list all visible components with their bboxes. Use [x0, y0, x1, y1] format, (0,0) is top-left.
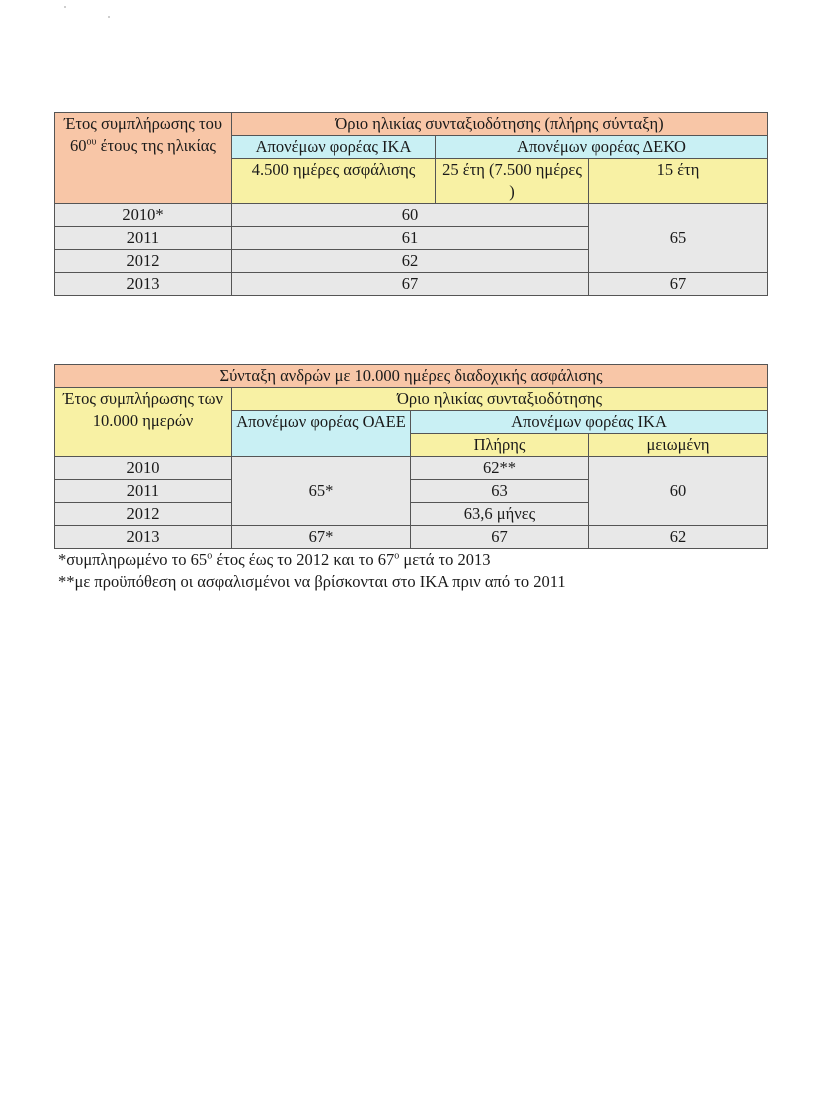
- deko-15-merged-cell: 65: [589, 204, 768, 273]
- year-cell: 2010: [55, 457, 232, 480]
- table-title: Σύνταξη ανδρών με 10.000 ημέρες διαδοχικής ασφάλισης: [55, 365, 768, 388]
- deko-25-years-header: 25 έτη (7.500 ημέρες ): [436, 159, 589, 204]
- retirement-age-table: [54, 112, 768, 296]
- table-row: [55, 273, 768, 296]
- deko-15-years-header: 15 έτη: [589, 159, 768, 204]
- ika-header: Απονέμων φορέας ΙΚΑ: [232, 136, 436, 159]
- deko-header: Απονέμων φορέας ΔΕΚΟ: [436, 136, 768, 159]
- oaee-merged-cell: 65*: [232, 457, 411, 526]
- full-pension-header: Πλήρης: [411, 434, 589, 457]
- table-row: [55, 204, 768, 227]
- footnotes: [58, 549, 798, 593]
- ika-days-header: 4.500 ημέρες ασφάλισης: [232, 159, 436, 204]
- year-cell: 2012: [55, 250, 232, 273]
- scan-speck: [64, 6, 66, 8]
- year-column-header: Έτος συμπλήρωσης του $60^{o\upsilon}$ έτους της ηλικίας: [55, 113, 232, 204]
- footnote-1: *συμπληρωμένο το $65^o$ έτος έως το 2012 και το $67^o$ μετά το 2013: [58, 550, 491, 569]
- retirement-limit-header: Όριο ηλικίας συνταξιοδότησης: [232, 388, 768, 411]
- reduced-merged-cell: 60: [589, 457, 768, 526]
- age-cell: 67: [232, 273, 589, 296]
- men-10000-days-table: [54, 364, 768, 549]
- full-pension-cell: 67: [411, 526, 589, 549]
- full-pension-cell: 62**: [411, 457, 589, 480]
- year-cell: 2013: [55, 526, 232, 549]
- year-cell: 2013: [55, 273, 232, 296]
- age-cell: 60: [232, 204, 589, 227]
- year-cell: 2011: [55, 227, 232, 250]
- year-column-header: Έτος συμπλήρωσης των 10.000 ημερών: [55, 388, 232, 457]
- reduced-pension-header: μειωμένη: [589, 434, 768, 457]
- age-cell: 62: [232, 250, 589, 273]
- year-cell: 2012: [55, 503, 232, 526]
- year-cell: 2010*: [55, 204, 232, 227]
- full-pension-cell: 63,6 μήνες: [411, 503, 589, 526]
- full-pension-cell: 63: [411, 480, 589, 503]
- deko-15-cell: 67: [589, 273, 768, 296]
- oaee-header: Απονέμων φορέας ΟΑΕΕ: [232, 411, 411, 457]
- table-row: [55, 526, 768, 549]
- scan-speck: [108, 16, 110, 18]
- footnote-2: **με προϋπόθεση οι ασφαλισμένοι να βρίσκονται στο ΙΚΑ πριν από το 2011: [58, 572, 566, 591]
- table-row: [55, 457, 768, 480]
- year-cell: 2011: [55, 480, 232, 503]
- retirement-limit-header: Όριο ηλικίας συνταξιοδότησης (πλήρης σύνταξη): [232, 113, 768, 136]
- reduced-2013-cell: 62: [589, 526, 768, 549]
- oaee-2013-cell: 67*: [232, 526, 411, 549]
- ika-header: Απονέμων φορέας ΙΚΑ: [411, 411, 768, 434]
- age-cell: 61: [232, 227, 589, 250]
